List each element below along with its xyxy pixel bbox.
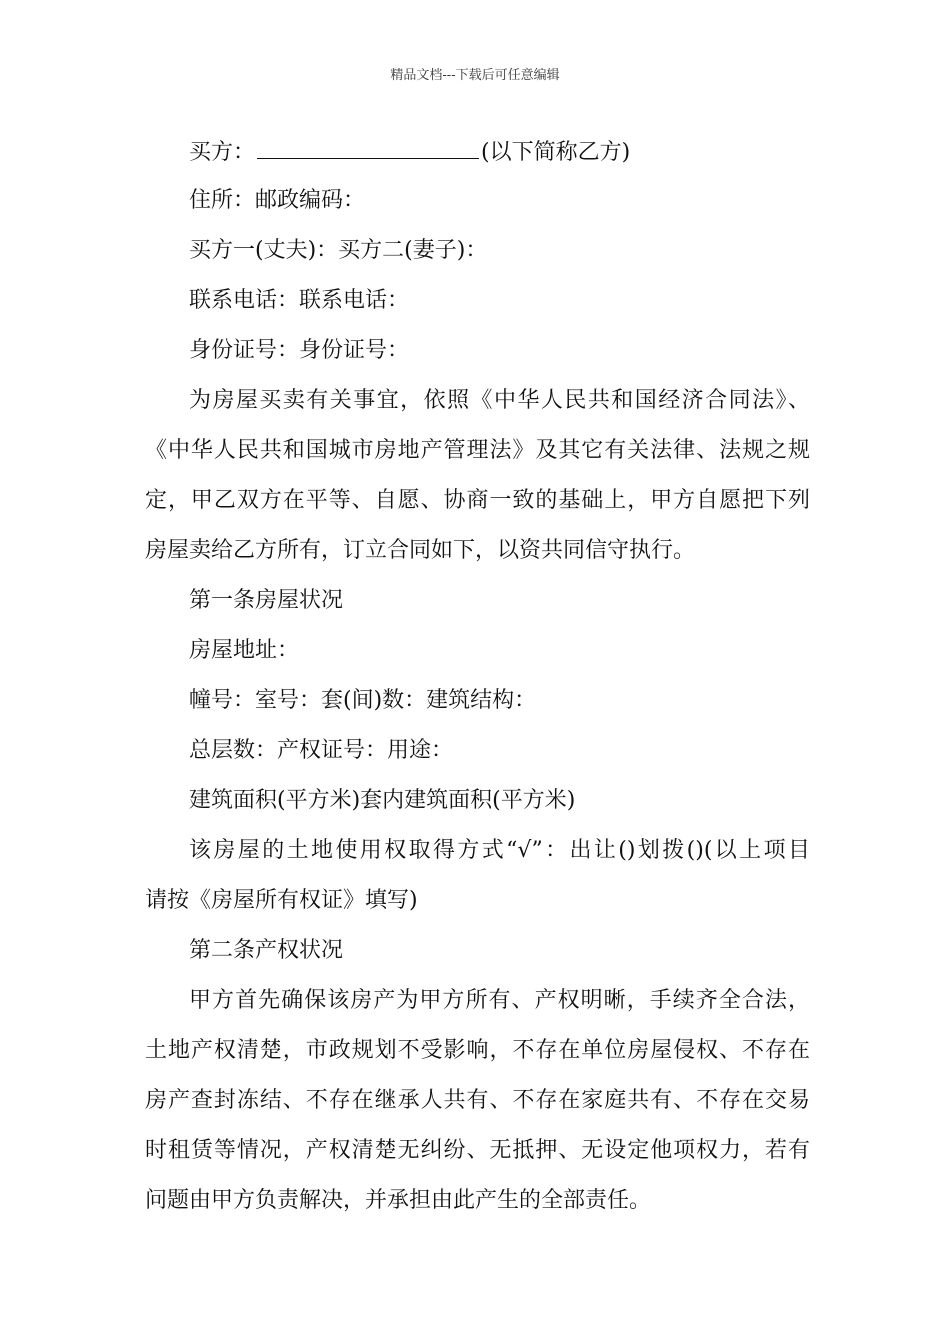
house-address-line: 房屋地址： [189, 638, 300, 663]
phone-line: 联系电话：联系电话： [189, 288, 410, 313]
page-header: 精品文档---下载后可任意编辑 [390, 68, 560, 83]
address-line: 住所：邮政编码： [189, 188, 366, 213]
article2-line-3: 房产查封冻结、不存在继承人共有、不存在家庭共有、不存在交易 [145, 1088, 810, 1113]
article2-title: 第二条产权状况 [189, 938, 344, 963]
land-line-2: 请按《房屋所有权证》填写) [145, 888, 418, 913]
intro-line-3: 定，甲乙双方在平等、自愿、协商一致的基础上，甲方自愿把下列 [145, 488, 810, 513]
intro-line-1: 为房屋买卖有关事宜，依照《中华人民共和国经济合同法》、 [189, 388, 810, 413]
id-line: 身份证号：身份证号： [189, 338, 410, 363]
article1-title: 第一条房屋状况 [189, 588, 344, 613]
area-line: 建筑面积(平方米)套内建筑面积(平方米) [189, 788, 576, 813]
buyers-line: 买方一(丈夫)：买方二(妻子)： [189, 238, 488, 263]
article2-line-1: 甲方首先确保该房产为甲方所有、产权明晰，手续齐全合法， [189, 988, 810, 1013]
buyer-suffix: (以下简称乙方) [481, 140, 631, 165]
article2-line-5: 问题由甲方负责解决，并承担由此产生的全部责任。 [145, 1188, 652, 1213]
article2-line-4: 时租赁等情况，产权清楚无纠纷、无抵押、无设定他项权力，若有 [145, 1138, 810, 1163]
article2-line-2: 土地产权清楚，市政规划不受影响，不存在单位房屋侵权、不存在 [145, 1038, 810, 1063]
land-line-1: 该房屋的土地使用权取得方式“√”：出让()划拨()(以上项目 [189, 838, 810, 863]
intro-line-4: 房屋卖给乙方所有，订立合同如下，以资共同信守执行。 [145, 538, 696, 563]
buyer-line [189, 136, 854, 168]
buyer-label: 买方： [189, 140, 256, 165]
buyer-name-blank [257, 136, 479, 159]
building-line: 幢号：室号：套(间)数：建筑结构： [189, 688, 537, 713]
floors-line: 总层数：产权证号：用途： [189, 738, 454, 763]
intro-line-2: 《中华人民共和国城市房地产管理法》及其它有关法律、法规之规 [145, 438, 810, 463]
